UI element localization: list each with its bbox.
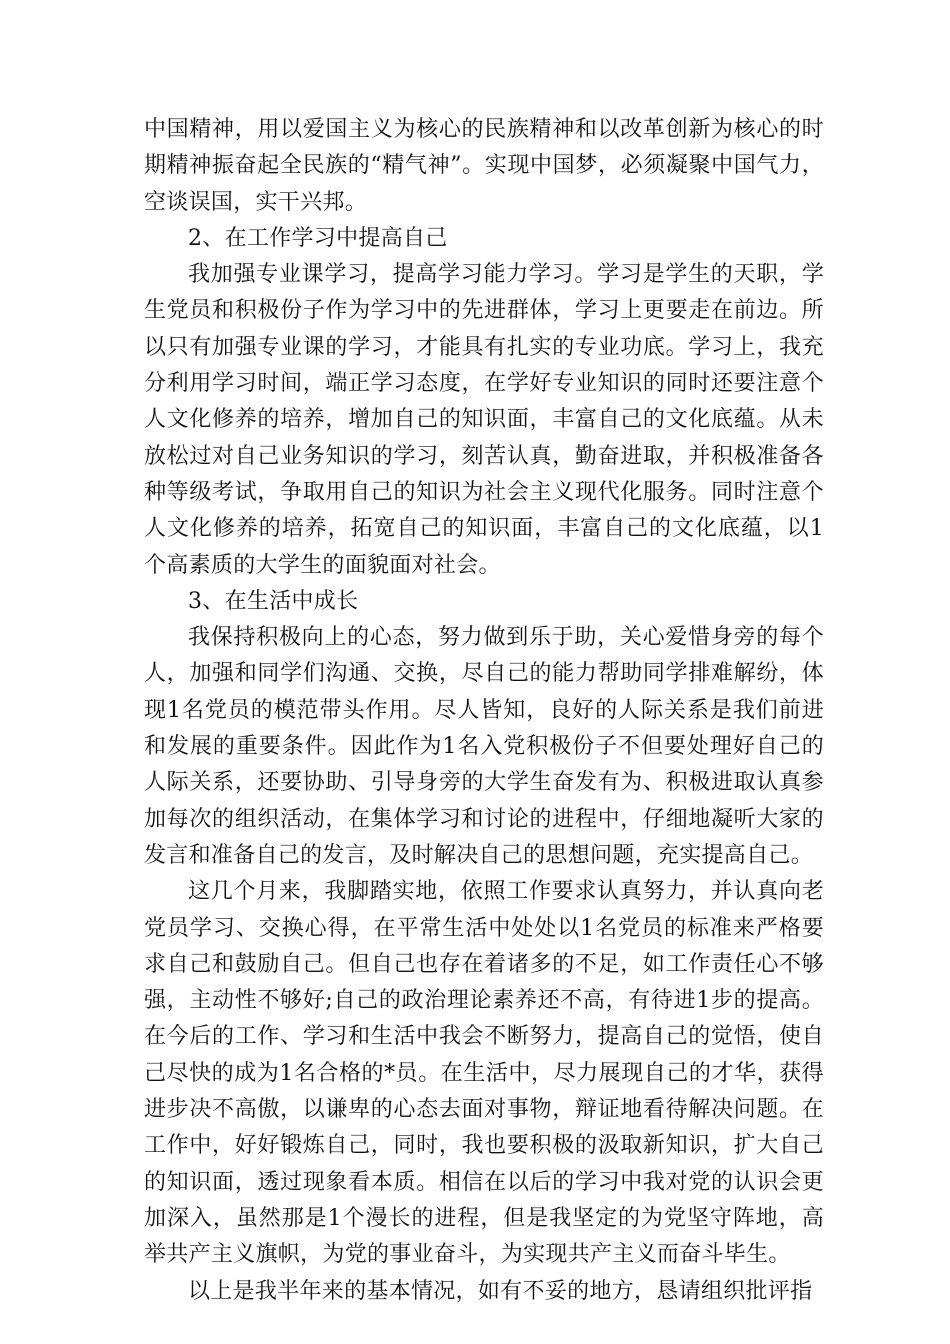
section-heading-3: 3、在生活中成长 [188,588,359,614]
paragraph-months: 这几个月来，我脚踏实地，依照工作要求认真努力，并认真向老党员学习、交换心得，在平常生活中处处以1名党员的标准来严格要求自己和鼓励自己。但自己也存在着诸多的不足，如工作责任心不够强，主动性不够好;自己的政治理论素养还不高，有待进1步的提高。在今后的工作、学习和生活中我会不断努力，提高自己的觉悟，使自己尽快的成为1名合格的*员。在生活中，尽力展现自己的才华，获得进步决不高傲，以谦卑的心态去面对事物，辩证地看待解决问题。在工作中，好好锻炼自己，同时，我也要积极的汲取新知识，扩大自己的知识面，透过现象看本质。相信在以后的学习中我对党的认识会更加深入，虽然那是1个漫长的进程，但是我坚定的为党坚守阵地，高举共产主义旗帜，为党的事业奋斗，为实现共产主义而奋斗毕生。 [144,879,824,1268]
document-body [144,112,824,1310]
paragraph-continuation: 中国精神，用以爱国主义为核心的民族精神和以改革创新为核心的时期精神振奋起全民族的“精气神”。实现中国梦，必须凝聚中国气力，空谈误国，实干兴邦。 [144,117,824,215]
paragraph-life: 我保持积极向上的心态，努力做到乐于助，关心爱惜身旁的每个人，加强和同学们沟通、交换，尽自己的能力帮助同学排难解纷，体现1名党员的模范带头作用。尽人皆知，良好的人际关系是我们前进和发展的重要条件。因此作为1名入党积极份子不但要处理好自己的人际关系，还要协助、引导身旁的大学生奋发有为、积极进取认真参加每次的组织活动，在集体学习和讨论的进程中，仔细地凝听大家的发言和准备自己的发言，及时解决自己的思想问题，充实提高自己。 [144,625,824,868]
section-heading-2: 2、在工作学习中提高自己 [188,225,448,251]
paragraph-study: 我加强专业课学习，提高学习能力学习。学习是学生的天职，学生党员和积极份子作为学习中的先进群体，学习上更要走在前边。所以只有加强专业课的学习，才能具有扎实的专业功底。学习上，我充分利用学习时间，端正学习态度，在学好专业知识的同时还要注意个人文化修养的培养，增加自己的知识面，丰富自己的文化底蕴。从未放松过对自己业务知识的学习，刻苦认真，勤奋进取，并积极准备各种等级考试，争取用自己的知识为社会主义现代化服务。同时注意个人文化修养的培养，拓宽自己的知识面，丰富自己的文化底蕴，以1个高素质的大学生的面貌面对社会。 [144,262,824,578]
paragraph-closing: 以上是我半年来的基本情况，如有不妥的地方，恳请组织批评指 [188,1278,813,1304]
